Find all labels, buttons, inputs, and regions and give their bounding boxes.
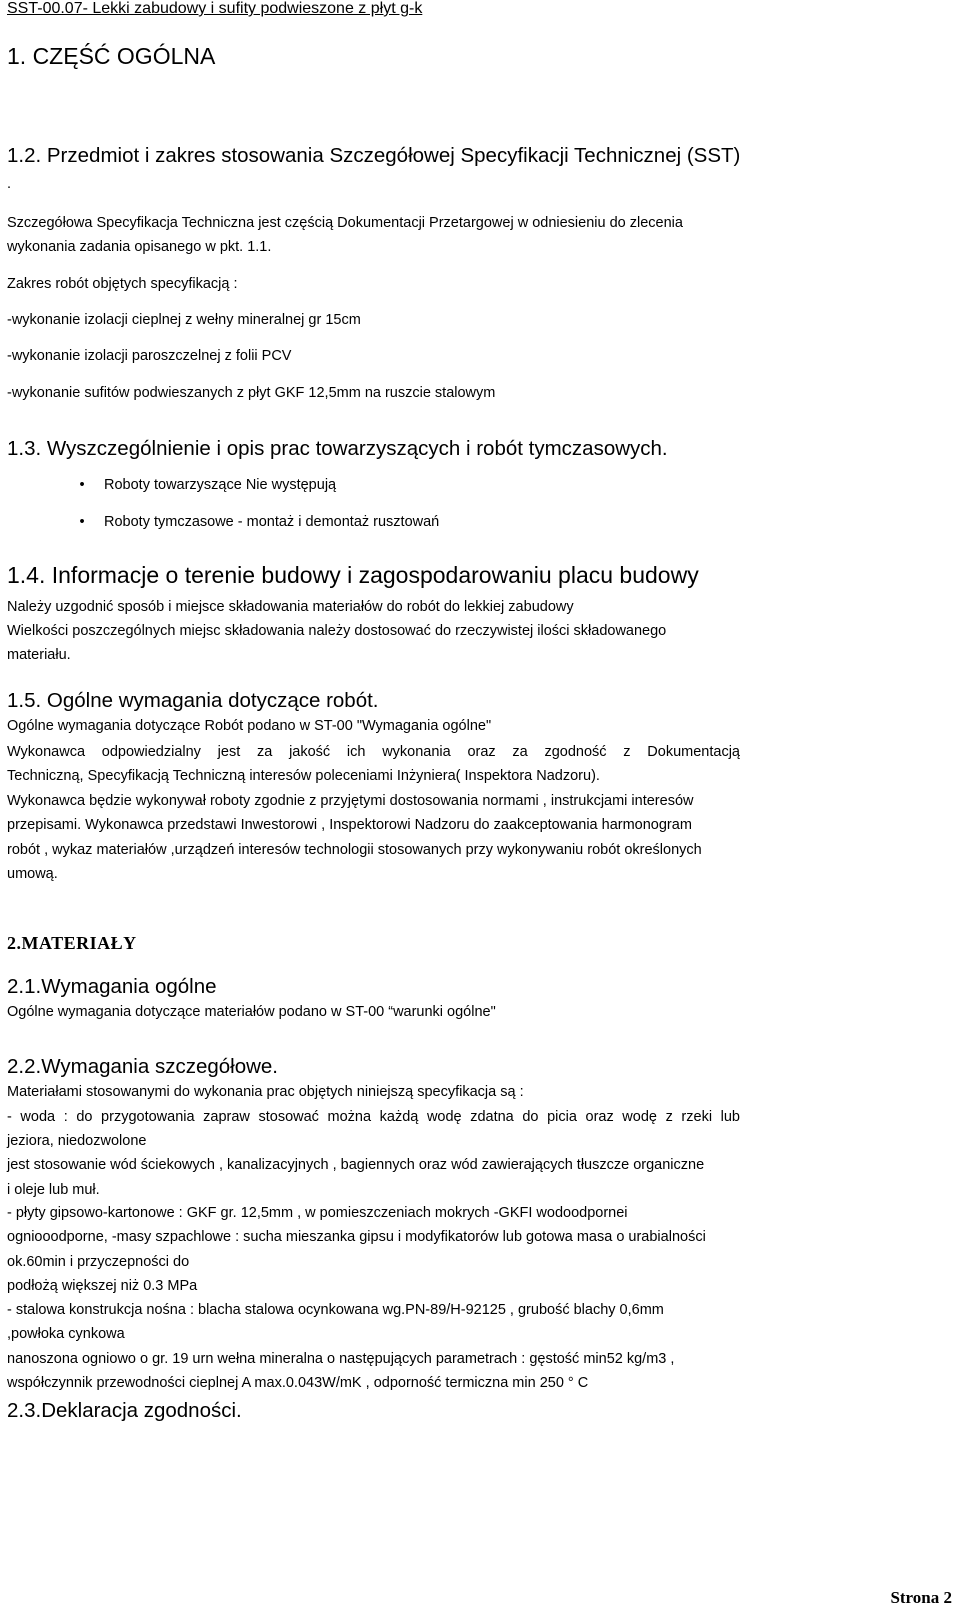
materials-line: - woda : do przygotowania zapraw stosować można każdą wodę zdatna do picia oraz wodę z rzeki lub [7, 1109, 740, 1125]
page-number: Strona 2 [890, 1588, 952, 1607]
materials-line: współczynnik przewodności cieplnej A max.0.043W/mK , odporność termiczna min 250 ° C [7, 1375, 589, 1391]
materials-line: nanoszona ogniowo o gr. 19 urn wełna mineralna o następujących parametrach : gęstość min52 kg/m3 , [7, 1351, 675, 1367]
section-1-5-line7: umową. [7, 866, 58, 882]
section-1-5-line2: Wykonawca odpowiedzialny jest za jakość ich wykonania oraz za zgodność z Dokumentacją [7, 744, 740, 760]
section-1-4-title: 1.4. Informacje o terenie budowy i zagospodarowaniu placu budowy [7, 562, 699, 588]
scope-item-3: -wykonanie sufitów podwieszanych z płyt GKF 12,5mm na ruszcie stalowym [7, 385, 496, 401]
section-2-1-title: 2.1.Wymagania ogólne [7, 975, 217, 998]
scope-item-2: -wykonanie izolacji paroszczelnej z folii PCV [7, 348, 292, 364]
scope-item-1: -wykonanie izolacji cieplnej z wełny mineralnej gr 15cm [7, 312, 361, 328]
materials-line: - stalowa konstrukcja nośna : blacha stalowa ocynkowana wg.PN-89/H-92125 , grubość blachy 0,6mm [7, 1302, 664, 1318]
materials-line: jeziora, niedozwolone [7, 1133, 147, 1149]
bullet-item-1: Roboty towarzyszące Nie występują [104, 477, 337, 493]
bullet-marker: • [79, 477, 85, 493]
section-2-title: 2.MATERIAŁY [7, 933, 137, 953]
section-1-5-line4: Wykonawca będzie wykonywał roboty zgodnie z przyjętymi dostosowania normami , instrukcjami interesów [7, 793, 694, 809]
section-1-2-title: 1.2. Przedmiot i zakres stosowania Szczegółowej Specyfikacji Technicznej (SST) [7, 144, 741, 167]
section-1-4-line2: Wielkości poszczególnych miejsc składowania należy dostosować do rzeczywistej ilości składowanego [7, 623, 667, 639]
section-1-5-line3: Techniczną, Specyfikacją Techniczną interesów poleceniami Inżyniera( Inspektora Nadzoru). [7, 768, 600, 784]
section-1-5-line1: Ogólne wymagania dotyczące Robót podano w ST-00 "Wymagania ogólne" [7, 718, 492, 734]
section-2-2-title: 2.2.Wymagania szczegółowe. [7, 1055, 279, 1078]
section-1-2-paragraph-line2: wykonania zadania opisanego w pkt. 1.1. [7, 239, 272, 255]
scope-heading: Zakres robót objętych specyfikacją : [7, 276, 238, 292]
section-1-4-line3: materiału. [7, 647, 71, 663]
materials-line: Materiałami stosowanymi do wykonania prac objętych niniejszą specyfikacja są : [7, 1084, 524, 1100]
section-2-3-title: 2.3.Deklaracja zgodności. [7, 1399, 242, 1422]
materials-line: jest stosowanie wód ściekowych , kanalizacyjnych , bagiennych oraz wód zawierających tłuszcze organiczne [7, 1157, 705, 1173]
materials-line: podłożą większej niż 0.3 MPa [7, 1278, 198, 1294]
section-1-5-line5: przepisami. Wykonawca przedstawi Inwestorowi , Inspektorowi Nadzoru do zaakceptowania harmonogram [7, 817, 692, 833]
materials-line: i oleje lub muł. [7, 1182, 100, 1198]
materials-line: - płyty gipsowo-kartonowe : GKF gr. 12,5mm , w pomieszczeniach mokrych -GKFI wodoodpornei [7, 1205, 628, 1221]
section-1-2-dot: . [7, 176, 12, 192]
section-1-4-line1: Należy uzgodnić sposób i miejsce składowania materiałów do robót do lekkiej zabudowy [7, 599, 574, 615]
bullet-item-2: Roboty tymczasowe - montaż i demontaż rusztowań [104, 514, 440, 530]
section-1-5-title: 1.5. Ogólne wymagania dotyczące robót. [7, 689, 379, 712]
bullet-marker: • [79, 514, 85, 530]
section-1-title: 1. CZĘŚĆ OGÓLNA [7, 43, 216, 69]
materials-line: ok.60min i przyczepności do [7, 1254, 190, 1270]
section-1-5-line6: robót , wykaz materiałów ,urządzeń interesów technologii stosowanych przy wykonywaniu robót określonych [7, 842, 702, 858]
section-1-2-paragraph-line1: Szczegółowa Specyfikacja Techniczna jest częścią Dokumentacji Przetargowej w odniesieniu do zlecenia [7, 215, 683, 231]
materials-line: ,powłoka cynkowa [7, 1326, 125, 1342]
section-2-1-line1: Ogólne wymagania dotyczące materiałów podano w ST-00 “warunki ogólne" [7, 1004, 496, 1020]
materials-line: ogniooodporne, -masy szpachlowe : sucha mieszanka gipsu i modyfikatorów lub gotowa masa o urabialności [7, 1229, 706, 1245]
document-header-link[interactable]: SST-00.07- Lekki zabudowy i sufity podwieszone z płyt g-k [7, 0, 423, 17]
section-1-3-title: 1.3. Wyszczególnienie i opis prac towarzyszących i robót tymczasowych. [7, 437, 668, 460]
